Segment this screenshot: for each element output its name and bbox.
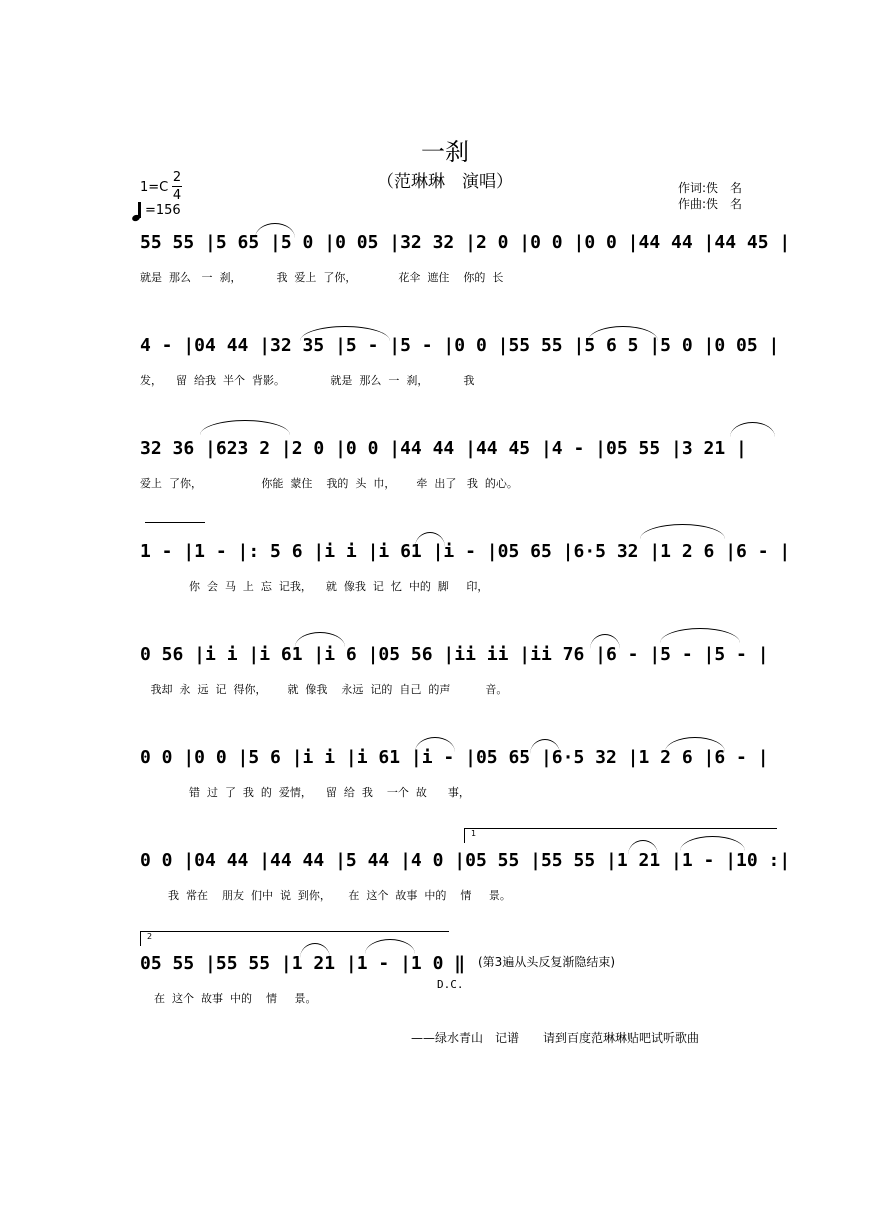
- row-notes: 0 0 |04 44 |44 44 |5 44 |4 0 |05 55 |55 55 |1 21 |1 - |10 :|: [140, 850, 791, 871]
- lyricist-credit: 作词:佚 名: [678, 181, 743, 195]
- row-lyrics: 就是 那么 一 刹， 我 爱上 了你， 花伞 遮住 你的 长: [140, 271, 504, 284]
- tempo-value: =156: [145, 203, 181, 218]
- composer-credit: 作曲:佚 名: [678, 197, 743, 211]
- row-notes: 4 - |04 44 |32 35 |5 - |5 - |0 0 |55 55 |5 6 5 |5 0 |0 05 |: [140, 335, 780, 356]
- row-notes: 32 36 |623 2 |2 0 |0 0 |44 44 |44 45 |4 - |05 55 |3 21 |: [140, 438, 747, 459]
- row-lyrics: 我却 永 远 记 得你， 就 像我 永远 记的 自己 的声 音。: [140, 683, 508, 696]
- performance-note: (第3遍从头反复渐隐结束): [478, 955, 615, 969]
- row-notes: 05 55 |55 55 |1 21 |1 - |1 0 ‖: [140, 953, 466, 974]
- slur: [590, 634, 620, 649]
- slur: [295, 632, 345, 647]
- slur: [665, 737, 725, 752]
- tempo-marking: [138, 202, 181, 218]
- slur: [660, 628, 740, 643]
- first-ending-label: 1: [471, 829, 477, 838]
- slur: [255, 223, 295, 238]
- slur: [200, 420, 290, 435]
- slur: [530, 739, 560, 754]
- slur: [415, 532, 445, 547]
- song-title: 一刹: [421, 138, 469, 166]
- time-signature-top: 2: [172, 170, 182, 185]
- performer-subtitle: （范琳琳 演唱）: [377, 172, 513, 192]
- row-lyrics: 发， 留 给我 半个 背影。 就是 那么 一 刹， 我: [140, 374, 475, 387]
- dc-marking: D.C.: [437, 978, 464, 991]
- row-lyrics: 在 这个 故事 中的 情 景。: [154, 992, 317, 1005]
- slur: [640, 524, 725, 539]
- time-signature-bottom: 4: [172, 188, 182, 203]
- row-lyrics: 错 过 了 我 的 爱情， 留 给 我 一个 故 事，: [140, 786, 470, 799]
- row-notes: 55 55 |5 65 |5 0 |0 05 |32 32 |2 0 |0 0 |0 0 |44 44 |44 45 |: [140, 232, 791, 253]
- key-signature: 1=C: [140, 180, 169, 195]
- second-ending-label: 2: [147, 932, 153, 941]
- transcriber-footer: ——绿水青山 记谱 请到百度范琳琳贴吧试听歌曲: [411, 1031, 700, 1045]
- row-notes: 1 - |1 - |: 5 6 |i i |i 61 |i - |05 65 |6·5 32 |1 2 6 |6 - |: [140, 541, 791, 562]
- tie-line: [145, 522, 205, 527]
- row-notes: 0 56 |i i |i 61 |i 6 |05 56 |ii ii |ii 76 |6 - |5 - |5 - |: [140, 644, 769, 665]
- row-lyrics: 爱上 了你， 你能 蒙住 我的 头 巾， 牵 出了 我 的心。: [140, 477, 518, 490]
- slur: [730, 422, 775, 437]
- time-signature: [172, 169, 182, 204]
- row-notes: 0 0 |0 0 |5 6 |i i |i 61 |i - |05 65 |6·5 32 |1 2 6 |6 - |: [140, 747, 769, 768]
- row-lyrics: 你 会 马 上 忘 记我， 就 像我 记 忆 中的 脚 印，: [140, 580, 489, 593]
- slur: [300, 326, 390, 341]
- slur: [588, 326, 658, 341]
- slur: [415, 737, 455, 752]
- row-lyrics: 我 常在 朋友 们中 说 到你， 在 这个 故事 中的 情 景。: [140, 889, 511, 902]
- quarter-note-icon: [138, 202, 141, 218]
